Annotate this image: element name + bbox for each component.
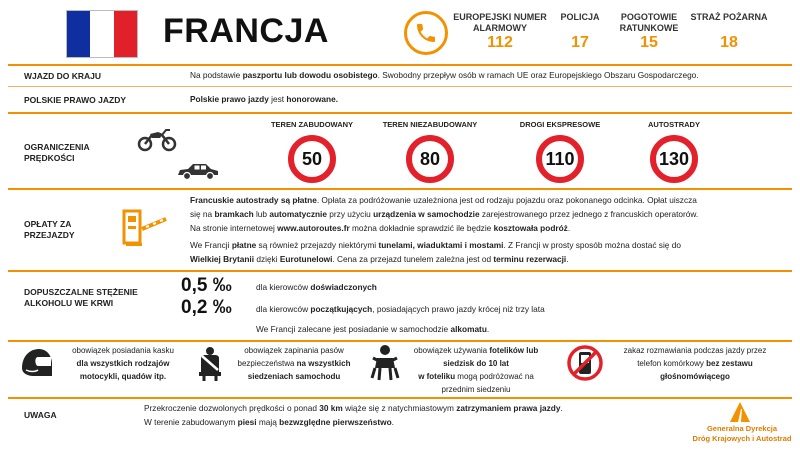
autoroutes-link: www.autoroutes.fr — [277, 223, 350, 233]
speed-label: OGRANICZENIA PRĘDKOŚCI — [24, 142, 90, 163]
france-flag — [66, 10, 138, 58]
country-title: FRANCJA — [163, 12, 329, 50]
emergency-police-number: 17 — [571, 34, 589, 51]
no-phone-icon — [566, 344, 604, 387]
alcohol-limit-novice: 0,2 ‰ — [181, 297, 232, 318]
note-label: UWAGA — [24, 410, 57, 420]
emergency-police — [556, 12, 604, 51]
tolls-label: OPŁATY ZA PRZEJAZDY — [24, 219, 75, 240]
zone-rural-title: TEREN NIEZABUDOWANY — [382, 120, 478, 129]
emergency-ambulance-label: POGOTOWIE RATUNKOWE — [619, 12, 679, 33]
alcohol-desc-experienced: dla kierowców doświadczonych — [256, 282, 377, 292]
tolls-paragraph-2: We Francji płatne są również przejazdy niektórymi tunelami, wiaduktami i mostami. Z Francji w prosty sposób można dostać się do Wielkiej Brytanii dzięki Eurotunelowi. Cena za przejazd tunelem zależna jest od terminu rezerwacji. — [190, 240, 681, 264]
divider — [8, 112, 792, 114]
seatbelt-icon — [194, 346, 226, 387]
zone-urban-title: TEREN ZABUDOWANY — [270, 120, 354, 129]
toll-gate-icon — [122, 207, 168, 252]
helmet-rule: obowiązek posiadania kasku dla wszystkich rodzajów motocykli, quadów itp. — [72, 346, 174, 381]
emergency-fire-number: 18 — [720, 34, 738, 51]
alcohol-limit-experienced: 0,5 ‰ — [181, 275, 232, 296]
emergency-eu — [452, 12, 548, 51]
license-label: POLSKIE PRAWO JAZDY — [24, 95, 127, 105]
divider — [8, 397, 792, 399]
alcohol-desc-novice: dla kierowców początkujących, posiadających prawo jazdy krócej niż trzy lata — [256, 304, 545, 314]
emergency-eu-number: 112 — [487, 34, 513, 51]
speed-sign-130: 130 — [650, 135, 698, 183]
entry-text: Na podstawie paszportu lub dowodu osobistego. Swobodny przepływ osób w ramach UE oraz Europejskiego Obszaru Gospodarczego. — [190, 70, 699, 80]
emergency-fire-label: STRAŻ POŻARNA — [690, 12, 768, 22]
license-text: Polskie prawo jazdy jest honorowane. — [190, 94, 339, 104]
child-seat-icon — [368, 344, 402, 387]
zone-expressway-title: DROGI EKSPRESOWE — [519, 120, 601, 129]
alcohol-note: We Francji zalecane jest posiadanie w samochodzie alkomatu. — [256, 324, 490, 334]
note-text: Przekroczenie dozwolonych prędkości o ponad 30 km wiąże się z natychmiastowym zatrzymaniem prawa jazdy. W terenie zabudowanym piesi mają bezwzględne pierwszeństwo. — [144, 403, 563, 427]
alcohol-label: DOPUSZCZALNE STĘŻENIE ALKOHOLU WE KRWI — [24, 287, 138, 308]
emergency-eu-label: EUROPEJSKI NUMER ALARMOWY — [453, 12, 547, 33]
phone-icon — [404, 11, 448, 55]
emergency-fire — [690, 12, 768, 51]
divider — [8, 64, 792, 66]
gddkia-logo-text: Generalna Dyrekcja Dróg Krajowych i Autostrad — [692, 424, 792, 443]
motorcycle-icon — [136, 126, 178, 157]
speed-sign-50: 50 — [288, 135, 336, 183]
car-icon — [176, 161, 220, 186]
seatbelt-rule: obowiązek zapinania pasów bezpieczeństwa na wszystkich siedzeniach samochodu — [237, 346, 351, 381]
zone-motorway-title: AUTOSTRADY — [648, 120, 700, 129]
speed-sign-80: 80 — [406, 135, 454, 183]
divider — [8, 188, 792, 190]
divider — [8, 340, 792, 342]
emergency-ambulance-number: 15 — [640, 34, 658, 51]
speed-sign-110: 110 — [536, 135, 584, 183]
child-seat-rule: obowiązek używania fotelików lub siedzisk do 10 lat w foteliku mogą podróżować na przednim siedzeniu — [413, 346, 539, 394]
divider — [8, 270, 792, 272]
entry-label: WJAZD DO KRAJU — [24, 71, 101, 81]
tolls-paragraph-1: Francuskie autostrady są płatne. Opłata za podróżowanie uzależniona jest od rodzaju pojazdu oraz pokonanego odcinka. Opłat uiszcza się na bramkach lub automatycznie przy użyciu urządzenia w samochodzie zarejestrowanego przez jednego z francuskich operatorów. Na stronie internetowej www.autoroutes.fr można dokładnie sprawdzić ile będzie kosztowała podróż. — [190, 195, 699, 233]
helmet-icon — [18, 346, 54, 387]
emergency-police-label: POLICJA — [560, 12, 600, 22]
emergency-ambulance — [614, 12, 684, 51]
divider — [8, 86, 792, 87]
no-phone-rule: zakaz rozmawiania podczas jazdy przez telefon komórkowy bez zestawu głośnomówiącego — [623, 346, 767, 381]
